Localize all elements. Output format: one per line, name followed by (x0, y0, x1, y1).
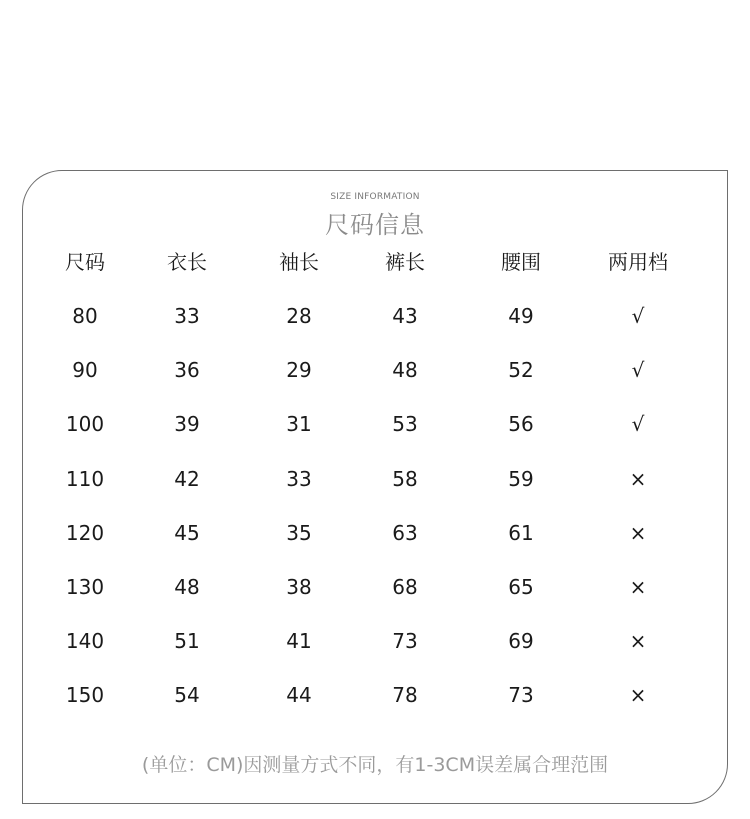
table-cell-waist: 65 (508, 575, 534, 599)
table-cell-sleeve: 29 (286, 358, 312, 382)
table-cell-size: 80 (72, 304, 98, 328)
measurement-note: (单位：CM)因测量方式不同，有1-3CM误差属合理范围 (141, 754, 609, 776)
table-cell-size: 120 (65, 521, 105, 545)
table-cell-size: 90 (72, 358, 98, 382)
table-cell-sleeve: 38 (286, 575, 312, 599)
table-cell-length: 42 (174, 467, 200, 491)
table-cell-crotch: √ (631, 412, 645, 436)
table-cell-waist: 69 (508, 629, 534, 653)
table-cell-size: 110 (65, 467, 105, 491)
table-cell-length: 36 (174, 358, 200, 382)
table-cell-size: 130 (65, 575, 105, 599)
table-cell-waist: 49 (508, 304, 534, 328)
table-cell-length: 54 (174, 683, 200, 707)
table-cell-pants: 48 (392, 358, 418, 382)
table-cell-waist: 73 (508, 683, 534, 707)
table-cell-sleeve: 35 (286, 521, 312, 545)
table-cell-pants: 78 (392, 683, 418, 707)
column-header-pants: 裤长 (385, 250, 425, 274)
section-subtitle: SIZE INFORMATION (330, 192, 420, 202)
table-cell-sleeve: 41 (286, 629, 312, 653)
table-cell-crotch: × (629, 521, 647, 545)
table-cell-pants: 73 (392, 629, 418, 653)
table-cell-length: 33 (174, 304, 200, 328)
table-cell-crotch: × (629, 629, 647, 653)
table-cell-waist: 56 (508, 412, 534, 436)
table-cell-sleeve: 44 (286, 683, 312, 707)
table-cell-pants: 63 (392, 521, 418, 545)
table-cell-size: 150 (65, 683, 105, 707)
table-cell-waist: 61 (508, 521, 534, 545)
table-cell-pants: 58 (392, 467, 418, 491)
column-header-length: 衣长 (167, 250, 207, 274)
table-cell-length: 39 (174, 412, 200, 436)
table-cell-sleeve: 31 (286, 412, 312, 436)
table-cell-pants: 68 (392, 575, 418, 599)
table-cell-length: 51 (174, 629, 200, 653)
column-header-crotch: 两用档 (608, 250, 668, 274)
column-header-size: 尺码 (65, 250, 105, 274)
table-cell-sleeve: 28 (286, 304, 312, 328)
column-header-sleeve: 袖长 (279, 250, 319, 274)
table-cell-length: 48 (174, 575, 200, 599)
table-cell-crotch: √ (631, 304, 645, 328)
table-cell-crotch: √ (631, 358, 645, 382)
table-cell-pants: 43 (392, 304, 418, 328)
table-cell-crotch: × (629, 575, 647, 599)
table-cell-waist: 59 (508, 467, 534, 491)
section-title: 尺码信息 (325, 211, 425, 239)
column-header-waist: 腰围 (501, 250, 541, 274)
table-cell-sleeve: 33 (286, 467, 312, 491)
table-cell-size: 100 (65, 412, 105, 436)
table-cell-pants: 53 (392, 412, 418, 436)
table-cell-length: 45 (174, 521, 200, 545)
table-cell-size: 140 (65, 629, 105, 653)
table-cell-waist: 52 (508, 358, 534, 382)
table-cell-crotch: × (629, 683, 647, 707)
table-cell-crotch: × (629, 467, 647, 491)
